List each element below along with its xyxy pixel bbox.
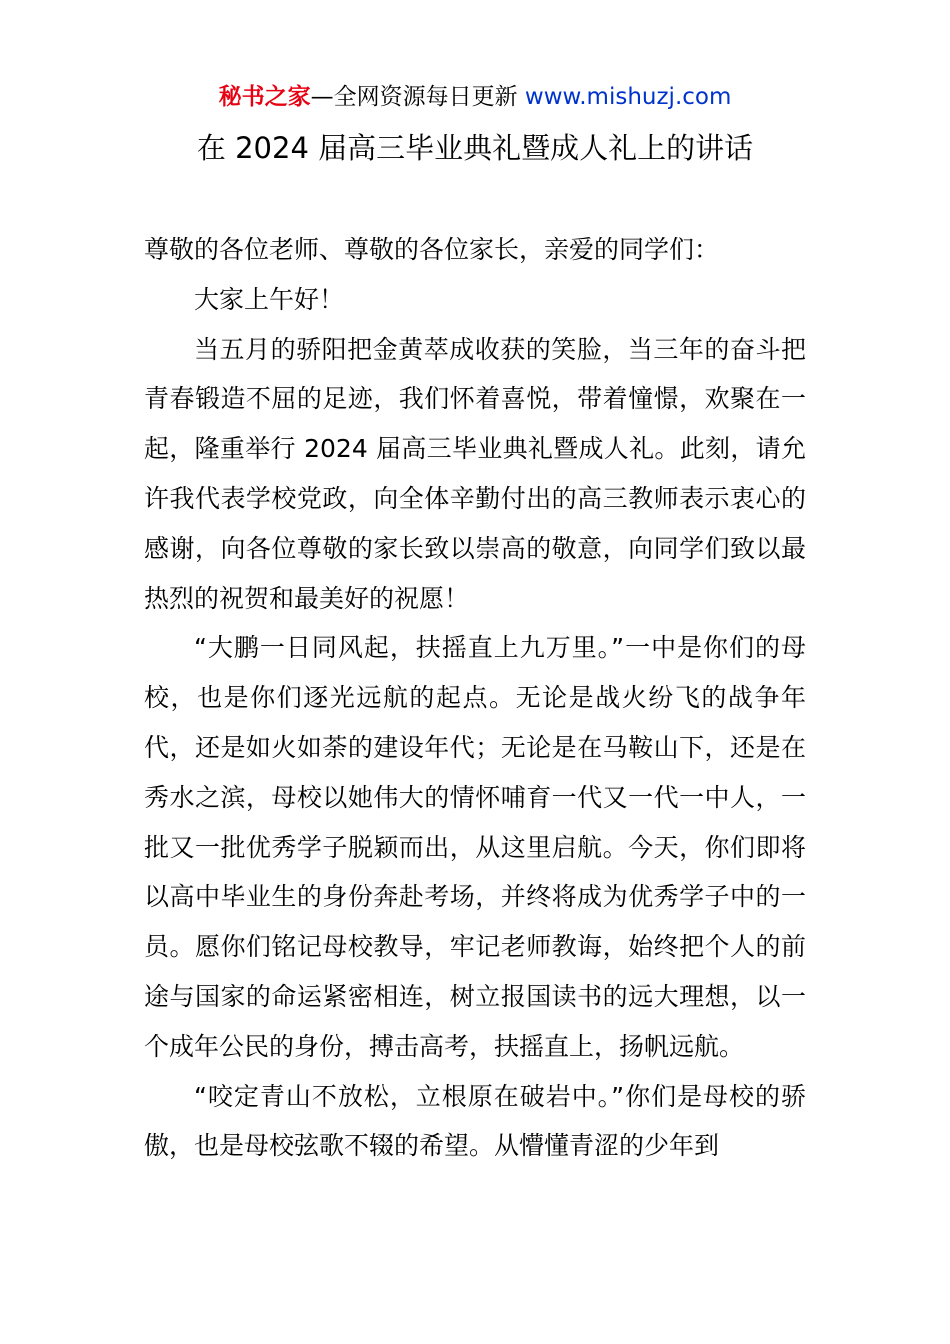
- site-brand: 秘书之家: [218, 84, 311, 110]
- site-header: [0, 82, 950, 112]
- site-url-link[interactable]: www.mishuzj.com: [524, 84, 732, 110]
- paragraph-opening: 当五月的骄阳把金黄萃成收获的笑脸，当三年的奋斗把青春锻造不屈的足迹，我们怀着喜悦，带着憧憬，欢聚在一起，隆重举行 2024 届高三毕业典礼暨成人礼。此刻，请允许我代表学校党政，向全体辛勤付出的高三教师表示衷心的感谢，向各位尊敬的家长致以崇高的敬意，向同学们致以最热烈的祝贺和最美好的祝愿！: [144, 334, 806, 613]
- paragraph-greeting: 大家上午好！: [194, 284, 345, 314]
- site-tagline: —全网资源每日更新: [310, 84, 518, 110]
- paragraph-alma-mater: “大鹏一日同风起，扶摇直上九万里。”一中是你们的母校，也是你们逐光远航的起点。无论是战火纷飞的战争年代，还是如火如荼的建设年代；无论是在马鞍山下，还是在秀水之滨，母校以她伟大的情怀哺育一代又一代一中人，一批又一批优秀学子脱颖而出，从这里启航。今天，你们即将以高中毕业生的身份奔赴考场，并终将成为优秀学子中的一员。愿你们铭记母校教导，牢记老师教诲，始终把个人的前途与国家的命运紧密相连，树立报国读书的远大理想，以一个成年公民的身份，搏击高考，扶摇直上，扬帆远航。: [144, 633, 806, 1061]
- document-body: [144, 225, 806, 1171]
- document-title: 在 2024 届高三毕业典礼暨成人礼上的讲话: [196, 131, 754, 165]
- salutation: 尊敬的各位老师、尊敬的各位家长，亲爱的同学们：: [144, 235, 720, 264]
- paragraph-pride: “咬定青山不放松，立根原在破岩中。”你们是母校的骄傲，也是母校弦歌不辍的希望。从懵懂青涩的少年到: [144, 1081, 806, 1161]
